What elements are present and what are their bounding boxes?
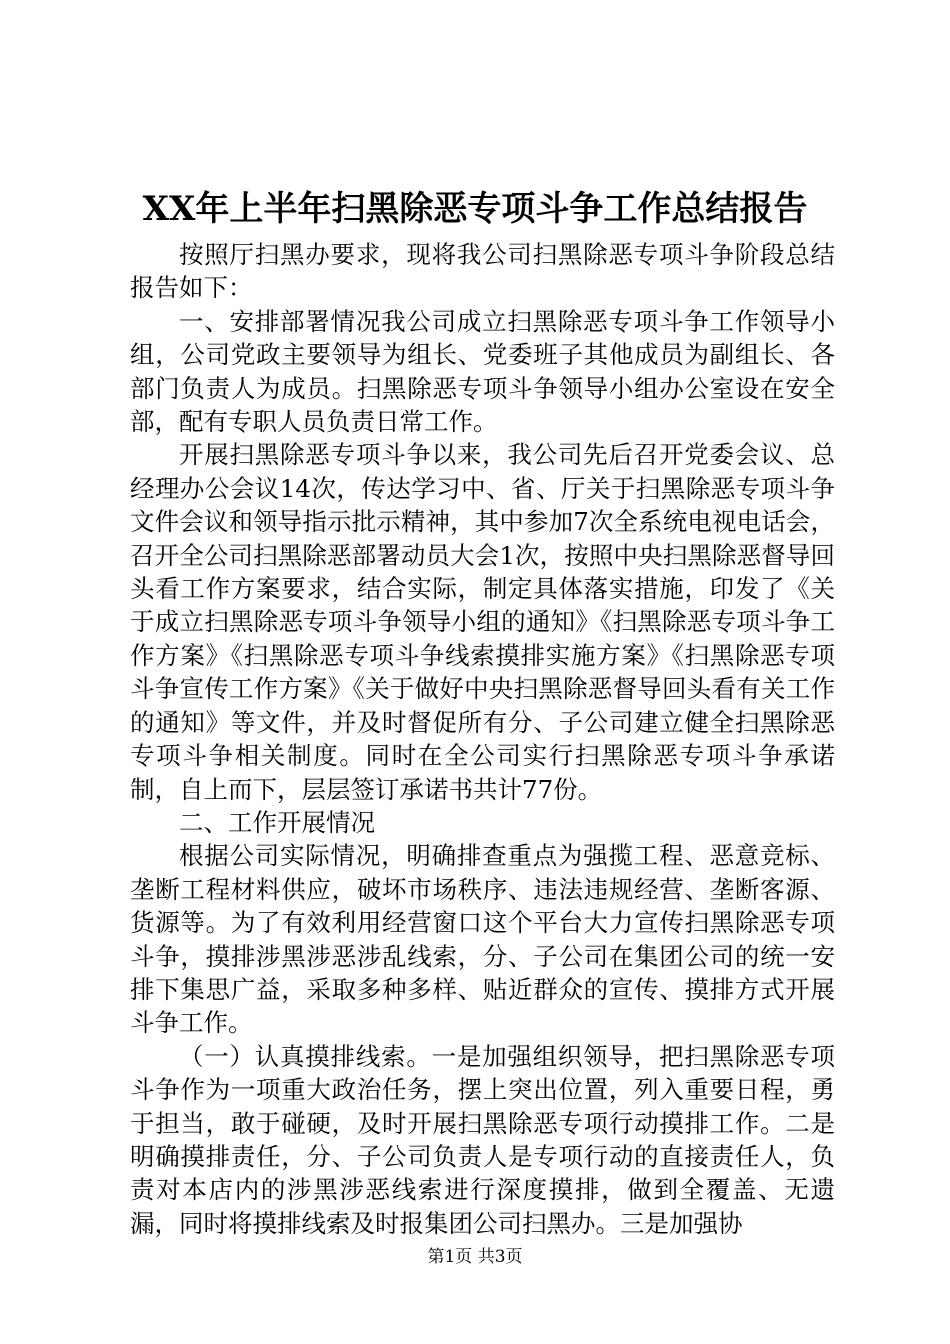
section-heading-2: 二、工作开展情况 <box>179 807 375 837</box>
paragraph-focus: 根据公司实际情况，明确排查重点为强揽工程、恶意竞标、垄断工程材料供应，破坏市场秩序、违法违规经营、垄断客源、货源等。为了有效利用经营窗口这个平台大力宣传扫黑除恶专项斗争，摸排涉黑涉恶涉乱线索，分、子公司在集团公司的统一安排下集思广益，采取多种多样、贴近群众的宣传、摸排方式开展斗争工作。 <box>130 841 835 1038</box>
document-body <box>130 238 835 1240</box>
document-title: XX年上半年扫黑除恶专项斗争工作总结报告 <box>142 189 808 229</box>
paragraph-section-1: 一、安排部署情况我公司成立扫黑除恶专项斗争工作领导小组，公司党政主要领导为组长、党委班子其他成员为副组长、各部门负责人为成员。扫黑除恶专项斗争领导小组办公室设在安全部，配有专职人员负责日常工作。 <box>130 306 835 437</box>
paragraph-subsection-1: （一）认真摸排线索。一是加强组织领导，把扫黑除恶专项斗争作为一项重大政治任务，摆上突出位置，列入重要日程，勇于担当，敢于碰硬，及时开展扫黑除恶专项行动摸排工作。二是明确摸排责任，分、子公司负责人是专项行动的直接责任人，负责对本店内的涉黑涉恶线索进行深度摸排，做到全覆盖、无遗漏，同时将摸排线索及时报集团公司扫黑办。三是加强协 <box>130 1041 835 1238</box>
paragraph-intro: 按照厅扫黑办要求，现将我公司扫黑除恶专项斗争阶段总结报告如下： <box>130 240 835 303</box>
paragraph-meetings: 开展扫黑除恶专项斗争以来，我公司先后召开党委会议、总经理办公会议14次，传达学习中、省、厅关于扫黑除恶专项斗争文件会议和领导指示批示精神，其中参加7次全系统电视电话会，召开全公司扫黑除恶部署动员大会1次，按照中央扫黑除恶督导回头看工作方案要求，结合实际，制定具体落实措施，印发了《关于成立扫黑除恶专项斗争领导小组的通知》《扫黑除恶专项斗争工作方案》《扫黑除恶专项斗争线索摸排实施方案》《扫黑除恶专项斗争宣传工作方案》《关于做好中央扫黑除恶督导回头看有关工作的通知》等文件，并及时督促所有分、子公司建立健全扫黑除恶专项斗争相关制度。同时在全公司实行扫黑除恶专项斗争承诺制，自上而下，层层签订承诺书共计77份。 <box>130 440 835 804</box>
page-number-footer: 第1页 共3页 <box>427 1247 523 1267</box>
